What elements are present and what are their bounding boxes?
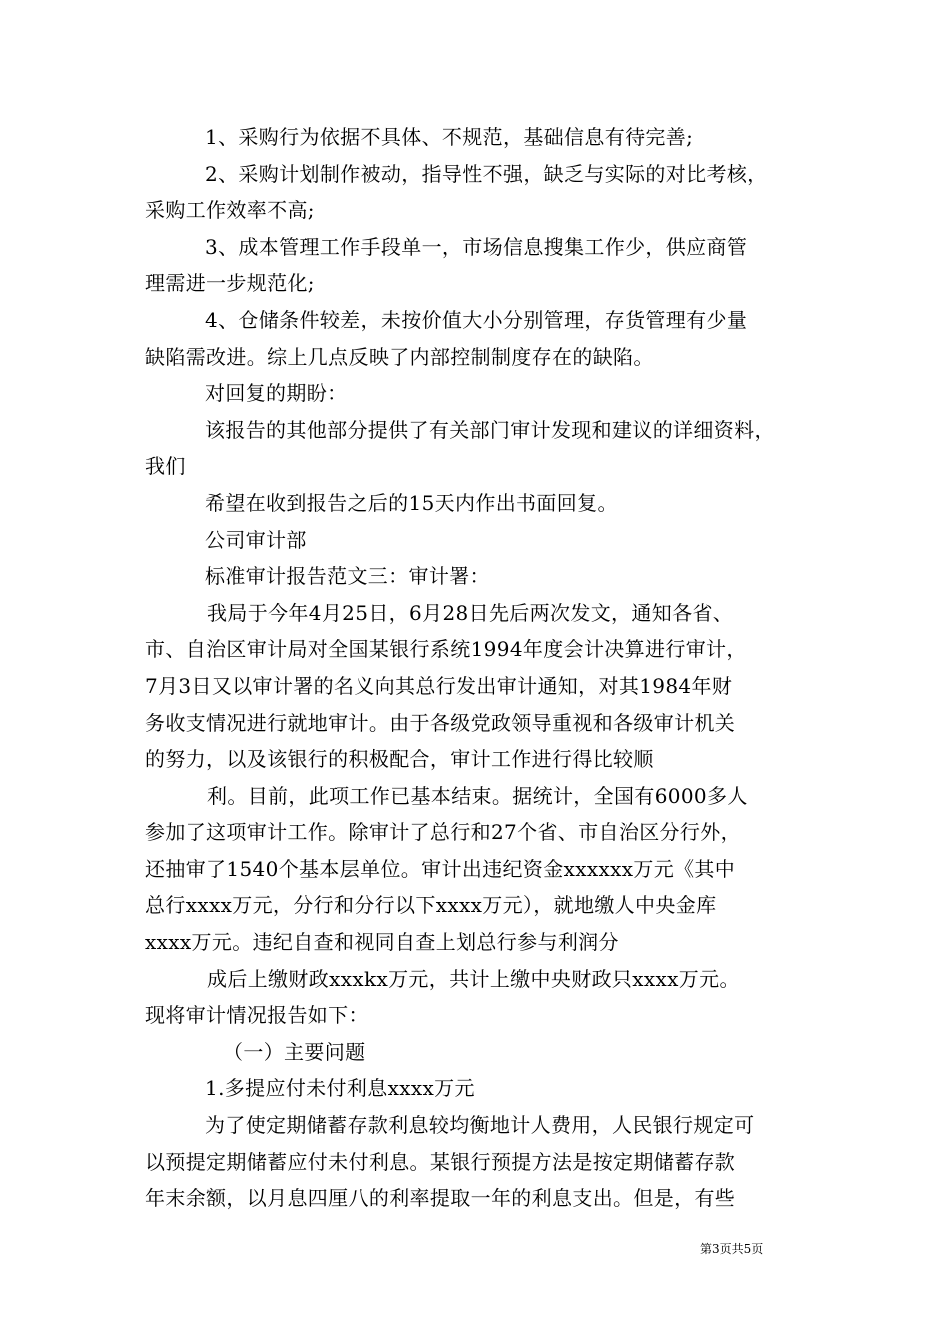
text-line: 公司审计部 [205, 527, 307, 552]
text-line: 4、仓储条件较差，未按价值大小分别管理，存货管理有少量 [205, 307, 748, 332]
text-line: 以预提定期储蓄应付未付利息。某银行预提方法是按定期储蓄存款 [145, 1149, 736, 1174]
text-line: 务收支情况进行就地审计。由于各级党政领导重视和各级审计机关 [145, 710, 736, 735]
text-line: 2、采购计划制作被动，指导性不强，缺乏与实际的对比考核， [205, 161, 768, 186]
text-line: 利。目前，此项工作已基本结束。据统计，全国有6000多人 [207, 783, 748, 808]
text-line: 为了使定期储蓄存款利息较均衡地计人费用，人民银行规定可 [205, 1113, 755, 1138]
text-line: 7月3日又以审计署的名义向其总行发出审计通知，对其1984年财 [145, 673, 733, 698]
text-line: 希望在收到报告之后的15天内作出书面回复。 [205, 490, 618, 515]
text-line: 现将审计情况报告如下： [145, 1003, 369, 1028]
text-line: 还抽审了1540个基本层单位。审计出违纪资金xxxxxx万元《其中 [145, 856, 736, 881]
text-line: 3、成本管理工作手段单一，市场信息搜集工作少，供应商管 [205, 234, 748, 259]
text-line: 成后上缴财政xxxkx万元，共计上缴中央财政只xxxx万元。 [207, 966, 740, 991]
text-line: 参加了这项审计工作。除审计了总行和27个省、市自治区分行外， [145, 820, 741, 845]
text-line: 总行xxxx万元，分行和分行以下xxxx万元），就地缴人中央金库 [145, 893, 717, 918]
text-line: 我局于今年4月25日，6月28日先后两次发文，通知各省、 [207, 600, 734, 625]
text-line: 理需进一步规范化; [145, 271, 315, 296]
subsection-heading: 1.多提应付未付利息xxxx万元 [205, 1076, 475, 1101]
section-heading: 标准审计报告范文三：审计署： [205, 564, 490, 589]
text-line: 对回复的期盼： [205, 381, 348, 406]
text-line: 年末余额，以月息四厘八的利率提取一年的利息支出。但是，有些 [145, 1186, 736, 1211]
section-heading: （一）主要问题 [223, 1039, 366, 1064]
text-line: 采购工作效率不高; [145, 198, 315, 223]
text-line: 该报告的其他部分提供了有关部门审计发现和建议的详细资料， [205, 417, 775, 442]
page-number-footer: 第3页共5页 [700, 1242, 764, 1256]
text-line: xxxx万元。违纪自查和视同自查上划总行参与利润分 [145, 930, 619, 955]
text-line: 1、采购行为依据不具体、不规范，基础信息有待完善; [205, 125, 694, 149]
text-line: 市、自治区审计局对全国某银行系统1994年度会计决算进行审计， [145, 637, 747, 662]
text-line: 我们 [145, 454, 186, 479]
text-line: 缺陷需改进。综上几点反映了内部控制制度存在的缺陷。 [145, 344, 654, 369]
document-body [145, 119, 810, 1217]
text-line: 的努力，以及该银行的积极配合，审计工作进行得比较顺 [145, 747, 654, 772]
